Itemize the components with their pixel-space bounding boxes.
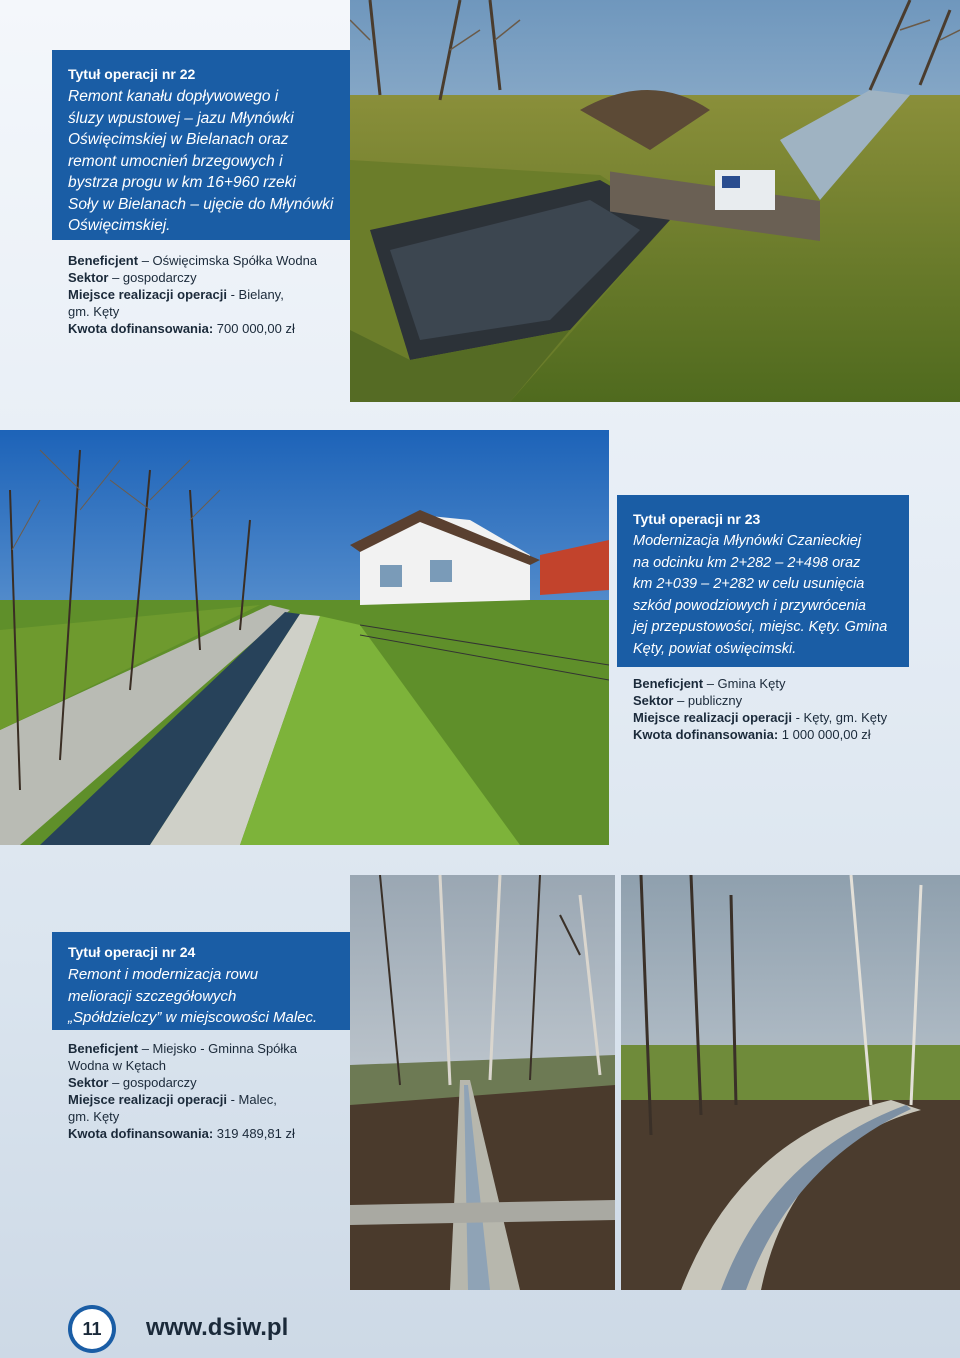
page-number-badge bbox=[68, 1305, 116, 1353]
operation-22-title: Tytuł operacji nr 22 bbox=[68, 66, 196, 82]
photo-canal-house bbox=[0, 430, 609, 845]
page-number: 11 bbox=[72, 1309, 112, 1349]
operation-23-title: Tytuł operacji nr 23 bbox=[633, 511, 761, 527]
photo-ditch-2 bbox=[621, 875, 960, 1290]
operation-24-title: Tytuł operacji nr 24 bbox=[68, 944, 196, 960]
operation-24-info: Beneficjent – Miejsko - Gminna Spółka Wodna w Kętach Sektor – gospodarczy Miejsce realizacji operacji - Malec, gm. Kęty Kwota dofinansowania: 319 489,81 zł bbox=[68, 1041, 298, 1141]
photo-ditch-1 bbox=[350, 875, 615, 1290]
operation-24-box bbox=[52, 932, 350, 1030]
website-url[interactable]: www.dsiw.pl bbox=[146, 1314, 289, 1341]
photo-sluice-canal bbox=[350, 0, 960, 402]
operation-23-description: Modernizacja Młynówki Czanieckiej na odcinku km 2+282 – 2+498 oraz km 2+039 – 2+282 w celu usunięcia szkód powodziowych i przywrócenia jej przepustowości, miejsc. Kęty. Gmina Kęty, powiat oświęcimski. bbox=[633, 533, 888, 657]
operation-23-box bbox=[617, 495, 909, 667]
operation-22-description: Remont kanału dopływowego i śluzy wpustowej – jazu Młynówki Oświęcimskiej w Bielanach oraz remont umocnień brzegowych i bystrza progu w km 16+960 rzeki Soły w Bielanach – ujęcie do Młynówki Oświęcimskiej. bbox=[68, 88, 334, 234]
operation-24-description: Remont i modernizacja rowu melioracji szczegółowych „Spółdzielczy” w miejscowości Malec. bbox=[68, 966, 318, 1026]
operation-22-box bbox=[52, 50, 350, 240]
operation-23-info: Beneficjent – Gmina Kęty Sektor – publiczny Miejsce realizacji operacji - Kęty, gm. Kęty Kwota dofinansowania: 1 000 000,00 zł bbox=[633, 676, 888, 742]
operation-22-info: Beneficjent – Oświęcimska Spółka Wodna Sektor – gospodarczy Miejsce realizacji operacji - Bielany, gm. Kęty Kwota dofinansowania: 700 000,00 zł bbox=[68, 253, 318, 336]
